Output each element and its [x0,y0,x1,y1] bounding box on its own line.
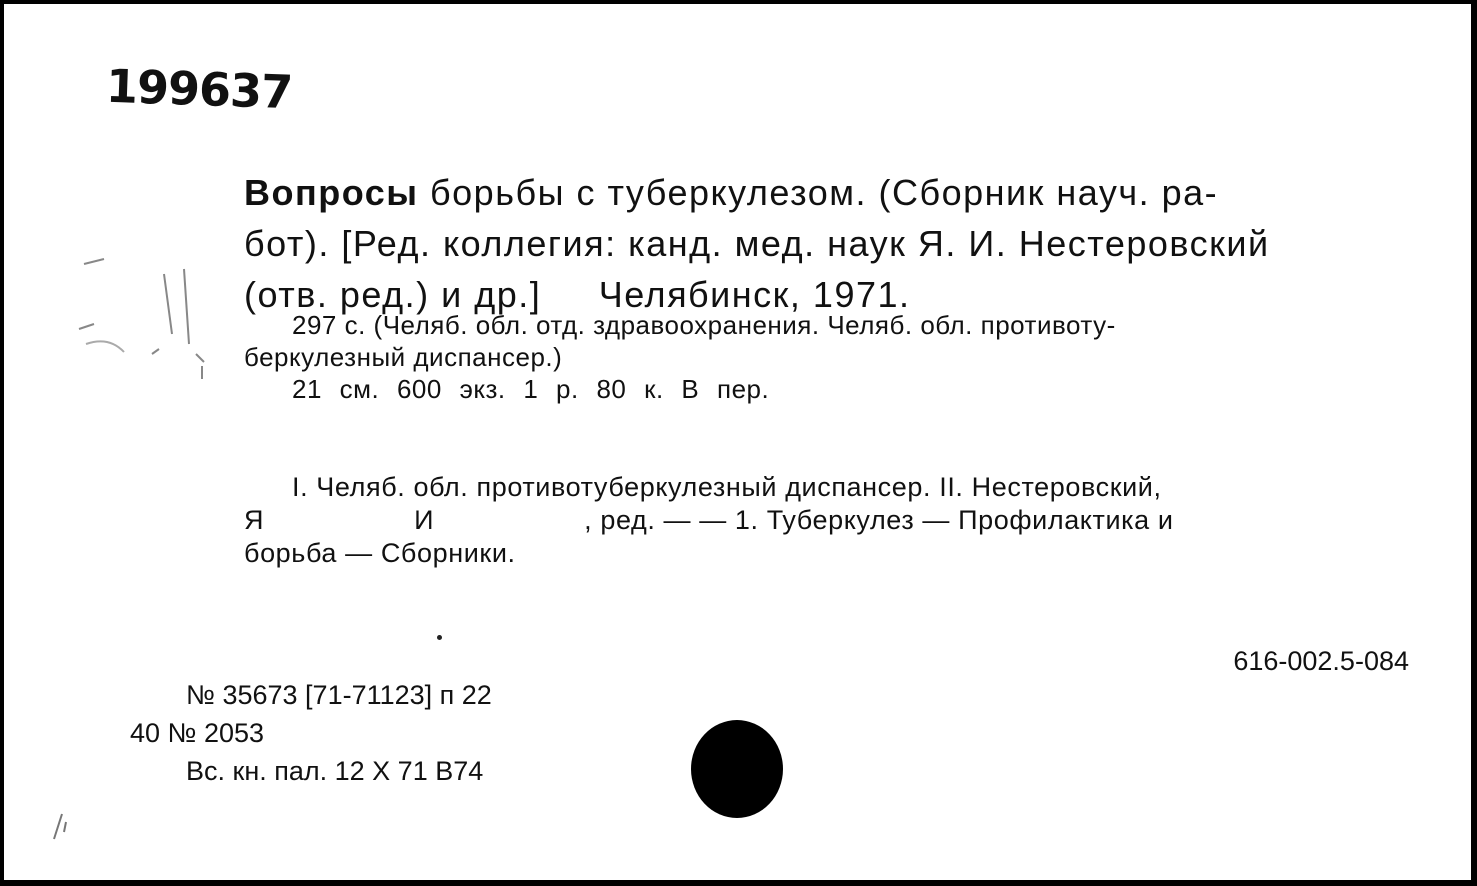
ink-dot [437,635,442,640]
title-bold: Вопросы [244,172,419,213]
pencil-mark-shelf-code [64,244,224,394]
udc-code: 616-002.5-084 [1233,646,1409,676]
tracing-subject: , ред. — — 1. Туберкулез — Профилактика и [584,505,1174,535]
physical-description [244,309,1414,405]
title-rest: борьбы с туберкулезом. (Сборник науч. ра- [430,172,1219,213]
tracing-line-3: борьба — Сборники. [244,538,516,568]
technical-data [130,676,492,790]
inventory-number: 199637 [105,58,293,120]
pencil-tick-mark [44,804,84,844]
tech-line-1: № 35673 [71-71123] п 22 [186,680,492,710]
tracing-line-1: I. Челяб. обл. противотуберкулезный диспансер. II. Нестеровский, [292,472,1162,502]
ink-blot [691,720,783,818]
tech-line-3: Вс. кн. пал. 12 X 71 В74 [186,756,484,786]
tracing-line-2 [244,504,1414,537]
tracings [244,471,1414,570]
catalog-card [4,4,1471,880]
responsibility-line: бот). [Ред. коллегия: канд. мед. наук Я. И. Нестеровский [244,223,1270,264]
tech-line-2: 40 № 2053 [130,718,265,748]
pages-line: 297 с. (Челяб. обл. отд. здравоохранения. Челяб. обл. противоту- [292,310,1116,340]
initial-first: Я [244,505,265,535]
initial-second: И [414,505,435,535]
imprint-line: (отв. ред.) и др.] Челябинск, 1971. [244,274,911,315]
format-price-line: 21 см. 600 экз. 1 р. 80 к. В пер. [292,374,770,404]
title-description [244,167,1414,320]
series-line: беркулезный диспансер.) [244,342,563,372]
